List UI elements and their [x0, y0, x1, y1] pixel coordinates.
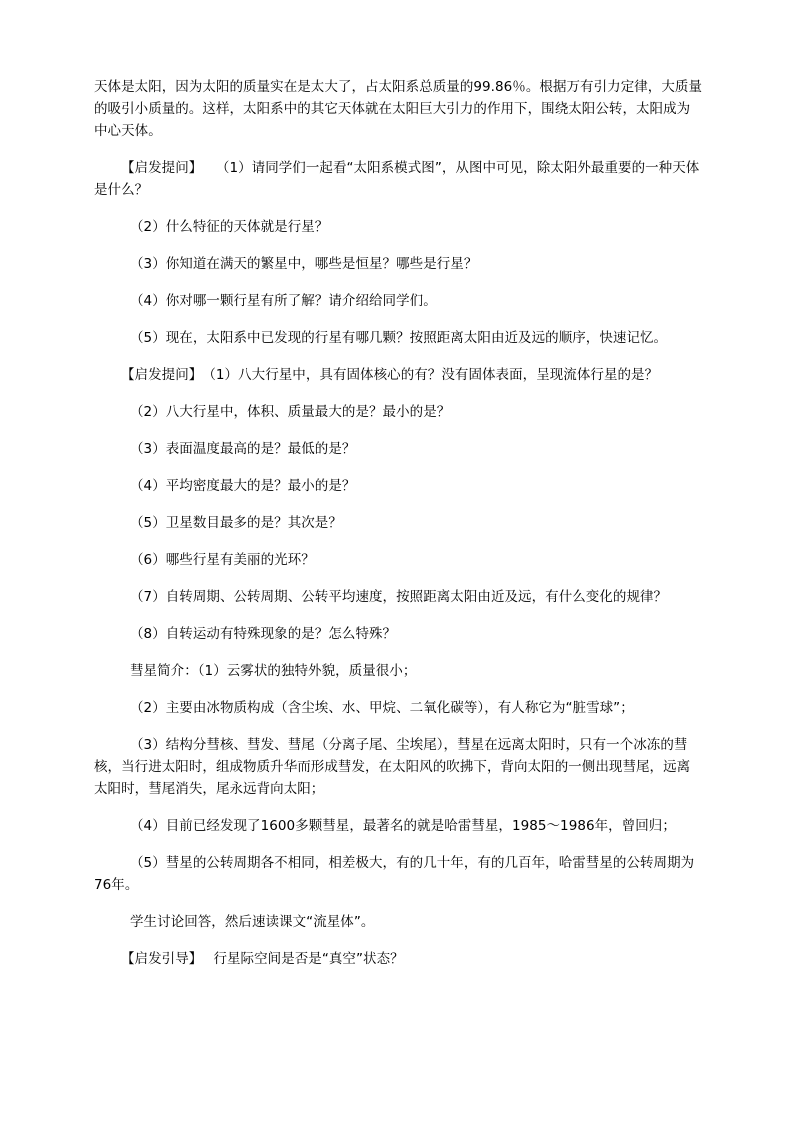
- paragraph-planet-question-5: （5）卫星数目最多的是？其次是？: [130, 515, 342, 531]
- paragraph-comet-intro-3: （3）结构分彗核、彗发、彗尾（分离子尾、尘埃尾），彗星在远离太阳时，只有一个冰冻的彗核，当行进太阳时，组成物质升华而形成彗发，在太阳风的吹拂下，背向太阳的一侧出现彗尾，远离太阳时，彗尾消失，尾永远背向太阳；: [94, 737, 691, 797]
- paragraph-planet-question-4: （4）平均密度最大的是？最小的是？: [130, 478, 356, 494]
- document-page: [94, 76, 702, 985]
- paragraph-question-5: （5）现在，太阳系中已发现的行星有哪几颗？按照距离太阳由近及远的顺序，快速记忆。: [130, 330, 668, 346]
- paragraph-question-prompt-1: 【启发提问】 （1）请同学们一起看“太阳系模式图”，从图中可见，除太阳外最重要的一种天体是什么？: [94, 160, 700, 198]
- paragraph-planet-question-2: （2）八大行星中，体积、质量最大的是？最小的是？: [130, 404, 451, 420]
- paragraph-comet-intro-4: （4）目前已经发现了1600多颗彗星，最著名的就是哈雷彗星，1985～1986年，曾回归；: [130, 818, 676, 834]
- paragraph-comet-intro-2: （2）主要由冰物质构成（含尘埃、水、甲烷、二氧化碳等），有人称它为“脏雪球”；: [130, 700, 634, 716]
- paragraph-sun-central-body: 天体是太阳，因为太阳的质量实在是太大了，占太阳系总质量的99.86％。根据万有引力定律，大质量的吸引小质量的。这样，太阳系中的其它天体就在太阳巨大引力的作用下，围绕太阳公转，太阳成为中心天体。: [94, 79, 702, 139]
- paragraph-question-prompt-2: 【启发提问】 （1）八大行星中，具有固体核心的有？没有固体表面，呈现流体行星的是？: [121, 367, 659, 383]
- paragraph-planet-question-6: （6）哪些行星有美丽的光环？: [130, 552, 315, 568]
- paragraph-planet-question-7: （7）自转周期、公转周期、公转平均速度，按照距离太阳由近及远，有什么变化的规律？: [130, 589, 668, 605]
- paragraph-guidance-prompt: 【启发引导】 行星际空间是否是“真空”状态？: [121, 951, 404, 967]
- paragraph-question-2: （2）什么特征的天体就是行星？: [130, 219, 329, 235]
- paragraph-student-discussion: 学生讨论回答，然后速读课文“流星体”。: [130, 914, 375, 930]
- paragraph-question-3: （3）你知道在满天的繁星中，哪些是恒星？哪些是行星？: [130, 256, 478, 272]
- paragraph-question-4: （4）你对哪一颗行星有所了解？请介绍给同学们。: [130, 293, 437, 309]
- paragraph-planet-question-8: （8）自转运动有特殊现象的是？怎么特殊？: [130, 626, 397, 642]
- paragraph-comet-intro-5: （5）彗星的公转周期各不相同，相差极大，有的几十年，有的几百年，哈雷彗星的公转周期为76年。: [94, 855, 695, 893]
- paragraph-planet-question-3: （3）表面温度最高的是？最低的是？: [130, 441, 356, 457]
- paragraph-comet-intro-1: 彗星简介：（1）云雾状的独特外貌，质量很小；: [130, 663, 417, 679]
